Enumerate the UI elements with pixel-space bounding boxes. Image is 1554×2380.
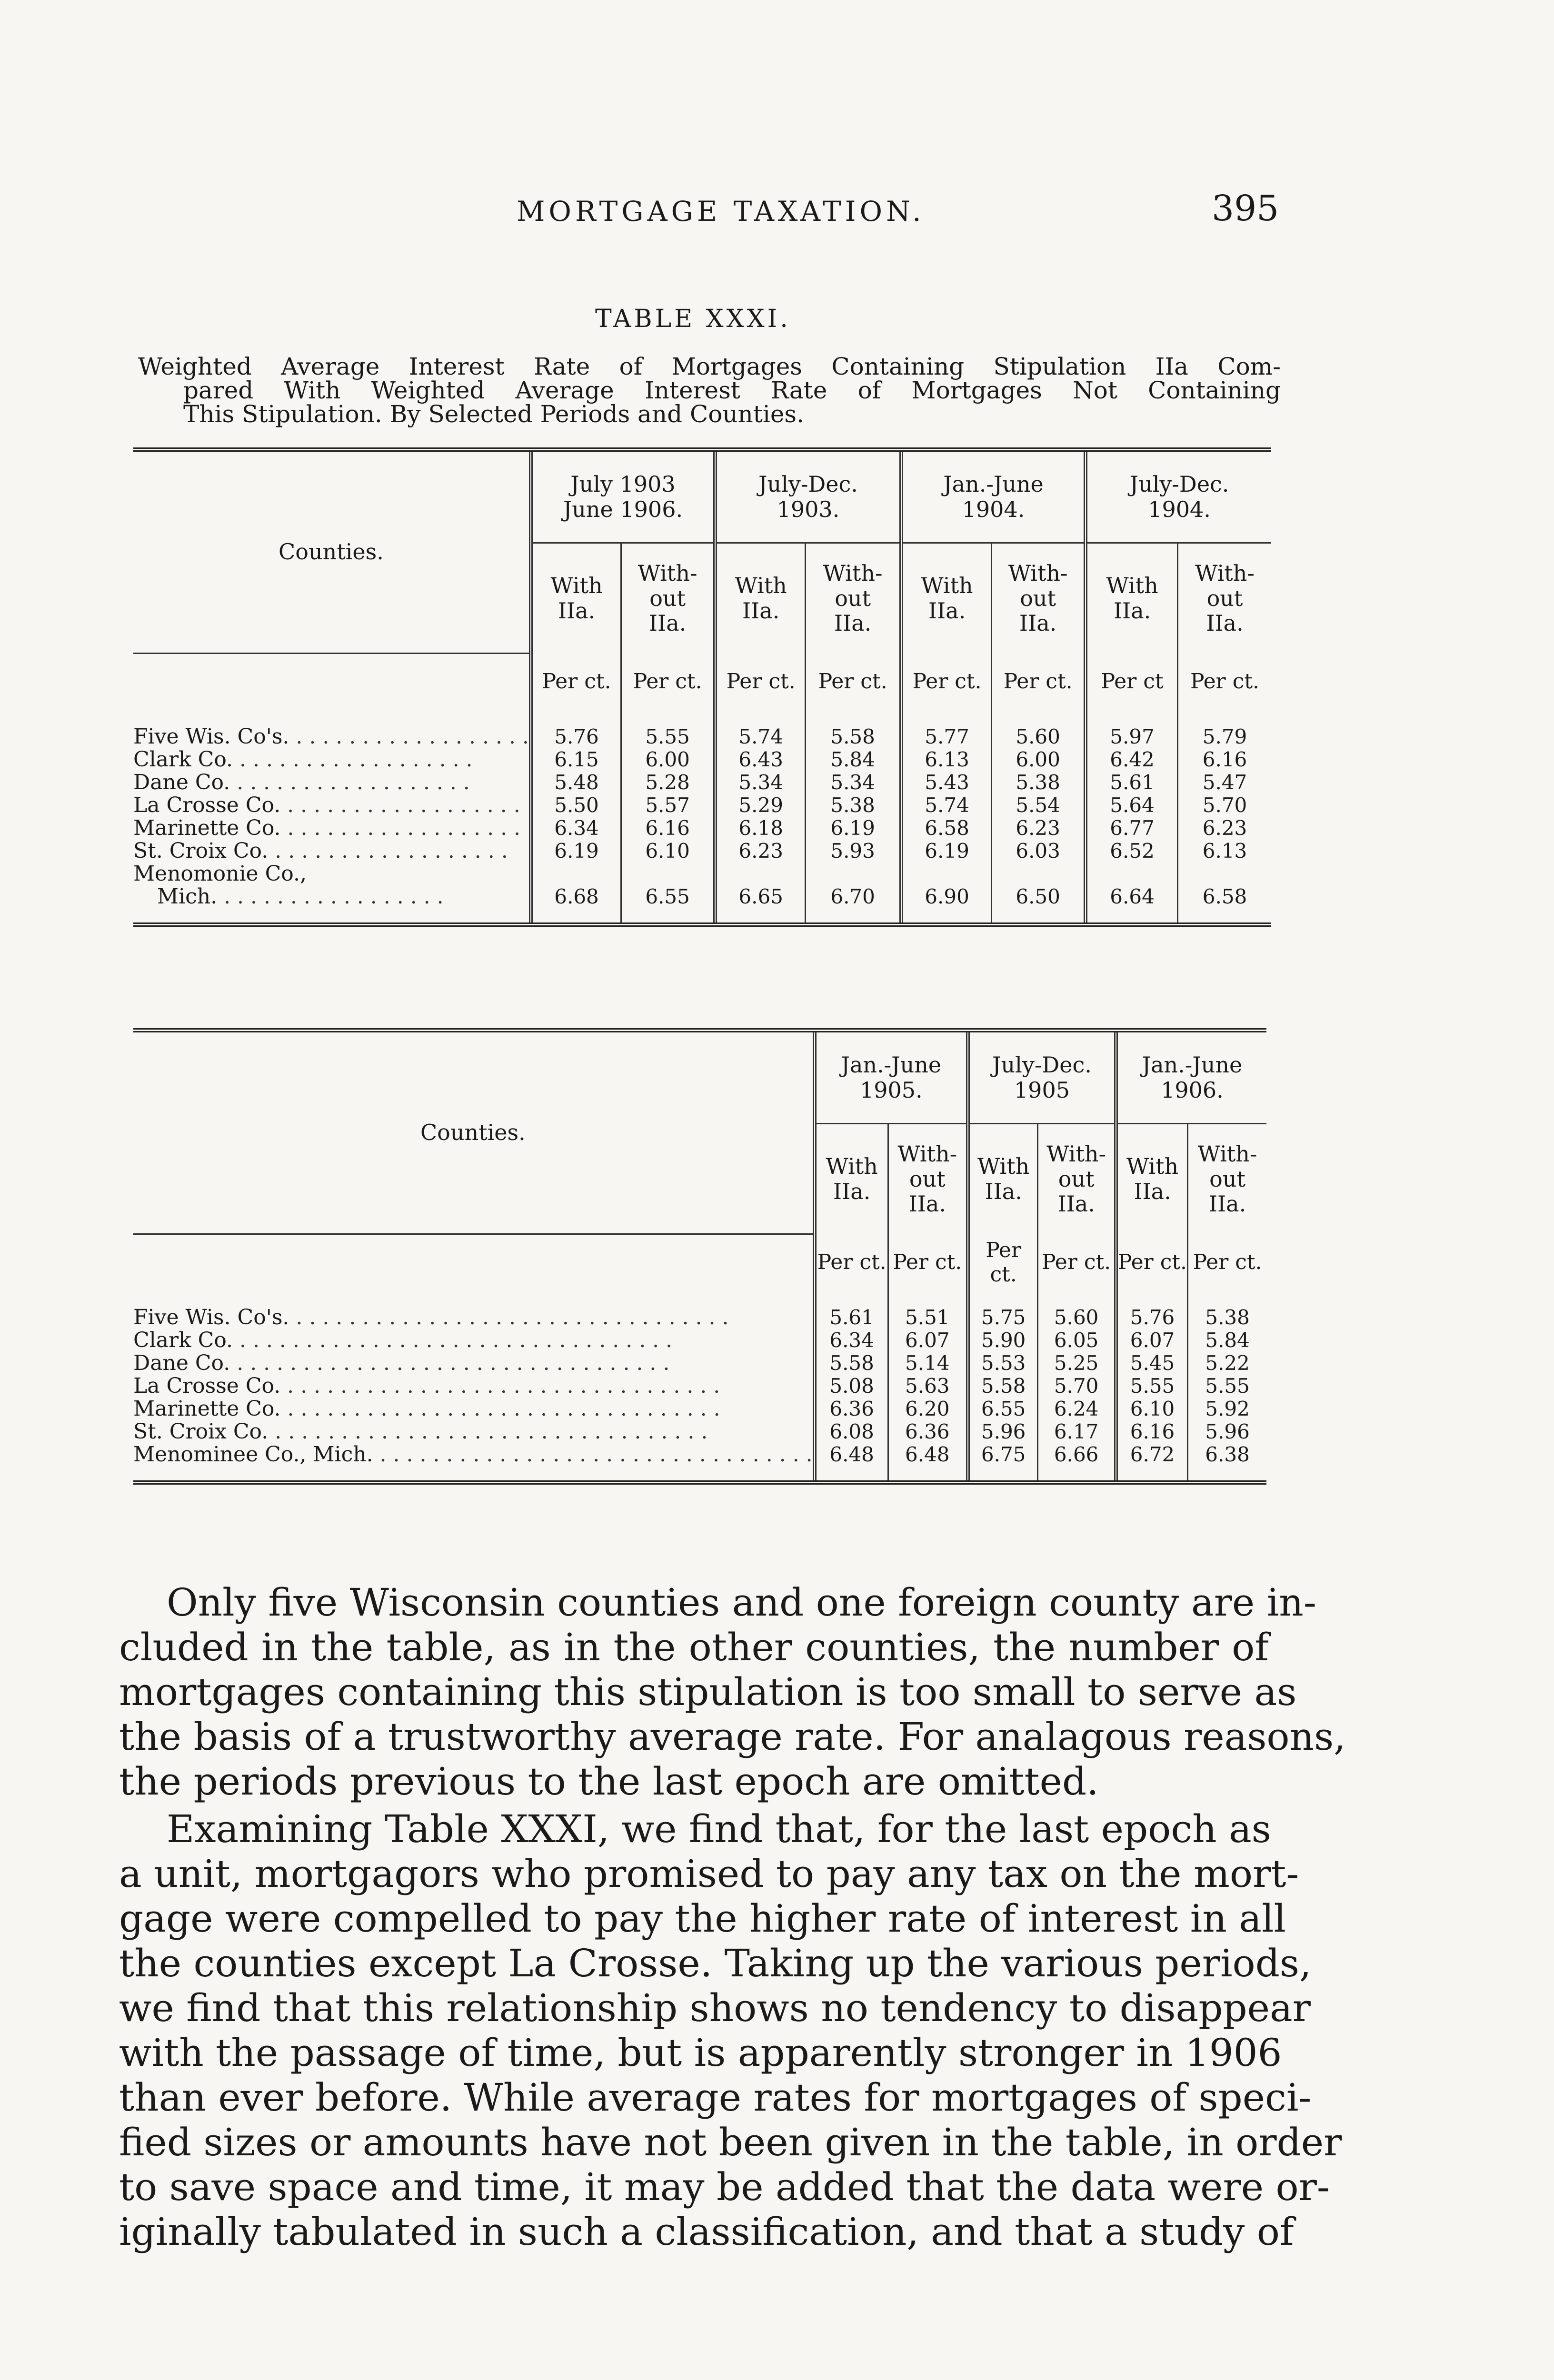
- rate-value: 6.13: [1178, 840, 1271, 863]
- rate-value: 6.90: [901, 885, 992, 925]
- rate-value: 6.10: [621, 840, 715, 863]
- rate-value: 6.13: [901, 748, 992, 771]
- county-name: [133, 748, 531, 771]
- rate-value: 5.84: [1188, 1329, 1266, 1352]
- rate-value: 6.70: [806, 885, 901, 925]
- leader-dots: . . . . . . . . . . . . . . . . . .: [280, 793, 520, 817]
- unit-label: Per ct.: [992, 653, 1086, 711]
- rate-value: 5.79: [1178, 711, 1271, 748]
- paragraph: [119, 1807, 1342, 2254]
- text-line: gage were compelled to pay the higher rate of interest in all: [119, 1896, 1286, 1941]
- table-row: [133, 1329, 1266, 1352]
- leader-dots: . . . . . . . . . . . . . . . . . .: [233, 748, 473, 771]
- rate-value: 5.75: [968, 1292, 1038, 1329]
- unit-label: Per ct.: [1188, 1234, 1266, 1292]
- rate-value: 5.70: [1038, 1375, 1116, 1398]
- rate-value: 5.55: [1116, 1375, 1188, 1398]
- county-label: Clark Co.: [133, 748, 233, 771]
- county-name: [133, 1292, 815, 1329]
- leader-dots: . . . . . . . . . . . . . . . . . . . . . . . . . . . . . . . . .: [233, 1329, 673, 1352]
- rate-value: 5.61: [1086, 771, 1177, 794]
- text-line: Examining Table XXXI, we find that, for the last epoch as: [167, 1807, 1271, 1851]
- table-row: [133, 1420, 1266, 1443]
- rate-value: 6.55: [968, 1398, 1038, 1420]
- rate-value: 5.47: [1178, 771, 1271, 794]
- rate-value: 5.97: [1086, 711, 1177, 748]
- county-label: La Crosse Co.: [133, 1374, 281, 1398]
- rate-value: 6.05: [1038, 1329, 1116, 1352]
- rate-value: 6.77: [1086, 817, 1177, 840]
- rate-value: 6.34: [531, 817, 621, 840]
- leader-dots: . . . . . . . . . . . . . . . . . . . . . . . . . . . . . . . . .: [289, 1305, 729, 1329]
- text-line: cluded in the table, as in the other counties, the number of: [119, 1625, 1269, 1669]
- county-name: [133, 711, 531, 748]
- leader-dots: . . . . . . . . . . . . . . . . . . . . . . . . . . . . . . . . .: [230, 1351, 670, 1375]
- text-line: than ever before. While average rates for mortgages of speci-: [119, 2075, 1312, 2120]
- text-line: with the passage of time, but is apparently stronger in 1906: [119, 2031, 1282, 2075]
- leader-dots: . . . . . . . . . . . . . . . . . . . . . . . . . . . . . . . . .: [280, 1374, 720, 1398]
- rate-value: 5.93: [806, 840, 901, 863]
- rate-value: 6.38: [1188, 1443, 1266, 1483]
- county-label: Dane Co.: [133, 771, 230, 794]
- table-row: [133, 1352, 1266, 1375]
- rate-value: 6.07: [888, 1329, 968, 1352]
- spacer-cell: [621, 863, 715, 885]
- rate-value: 6.17: [1038, 1420, 1116, 1443]
- county-name: [133, 1375, 815, 1398]
- leader-dots: . . . . . . . . . . . . . . . . . .: [230, 771, 470, 794]
- spacer-cell: [531, 863, 621, 885]
- rate-value: 6.48: [815, 1443, 888, 1483]
- rate-value: 6.18: [715, 817, 806, 840]
- unit-label: Per ct.: [815, 1234, 888, 1292]
- with-iia-header: With IIa.: [715, 543, 806, 654]
- rate-value: 6.00: [621, 748, 715, 771]
- spacer-cell: [806, 863, 901, 885]
- paragraph: [119, 1580, 1346, 1804]
- table-caption: [138, 355, 1281, 426]
- county-label: Mich.: [157, 885, 218, 909]
- county-label: Marinette Co.: [133, 816, 281, 840]
- rate-value: 6.72: [1116, 1443, 1188, 1483]
- table-row: [133, 1375, 1266, 1398]
- table-row: [133, 748, 1271, 771]
- spacer-cell: [1178, 863, 1271, 885]
- period-header: Jan.-June 1906.: [1116, 1031, 1266, 1124]
- caption-line: Weighted Average Interest Rate of Mortgages Containing Stipulation IIa Com-: [138, 353, 1281, 380]
- rate-table-part-1: [133, 447, 1271, 927]
- rate-value: 6.10: [1116, 1398, 1188, 1420]
- text-line: mortgages containing this stipulation is too small to serve as: [119, 1670, 1297, 1714]
- without-iia-header: With- out IIa.: [1188, 1124, 1266, 1234]
- table-row: [133, 1443, 1266, 1483]
- without-iia-header: With- out IIa.: [1178, 543, 1271, 654]
- rate-value: 6.58: [901, 817, 992, 840]
- with-iia-header: With IIa.: [1116, 1124, 1188, 1234]
- county-name: [133, 863, 531, 885]
- rate-value: 5.74: [715, 711, 806, 748]
- unit-label: Per ct.: [901, 653, 992, 711]
- county-label: St. Croix Co.: [133, 839, 269, 863]
- text-line: to save space and time, it may be added that the data were or-: [119, 2165, 1330, 2209]
- period-header: Jan.-June 1905.: [815, 1031, 968, 1124]
- rate-value: 6.16: [1116, 1420, 1188, 1443]
- with-iia-header: With IIa.: [968, 1124, 1038, 1234]
- rate-value: 5.58: [815, 1352, 888, 1375]
- caption-line: pared With Weighted Average Interest Rate of Mortgages Not Containing: [183, 377, 1281, 404]
- rate-value: 5.54: [992, 794, 1086, 817]
- rate-value: 5.74: [901, 794, 992, 817]
- table-row: [133, 794, 1271, 817]
- rate-value: 5.60: [1038, 1292, 1116, 1329]
- rate-value: 5.43: [901, 771, 992, 794]
- page-number: 395: [1212, 188, 1279, 229]
- rate-value: 6.24: [1038, 1398, 1116, 1420]
- caption-line: This Stipulation. By Selected Periods and Counties.: [183, 400, 804, 428]
- period-header: July-Dec. 1903.: [715, 450, 901, 543]
- period-header: July 1903 June 1906.: [531, 450, 715, 543]
- rate-value: 6.43: [715, 748, 806, 771]
- spacer-cell: [1086, 863, 1177, 885]
- body-text: [119, 1580, 1346, 2254]
- county-label: Marinette Co.: [133, 1397, 281, 1420]
- county-name: [133, 817, 531, 840]
- leader-dots: . . . . . . . . . . . . . . . . . .: [268, 839, 508, 863]
- rate-value: 5.63: [888, 1375, 968, 1398]
- rate-value: 6.36: [888, 1420, 968, 1443]
- leader-dots: . . . . . . . . . . . . . . . . . .: [280, 816, 521, 840]
- unit-label: Per ct: [1086, 653, 1177, 711]
- county-label: St. Croix Co.: [133, 1420, 269, 1443]
- county-name: [133, 1352, 815, 1375]
- rate-value: 6.08: [815, 1420, 888, 1443]
- rate-value: 6.36: [815, 1398, 888, 1420]
- rate-value: 6.00: [992, 748, 1086, 771]
- county-label: Clark Co.: [133, 1329, 233, 1352]
- rate-value: 5.70: [1178, 794, 1271, 817]
- rate-value: 5.14: [888, 1352, 968, 1375]
- county-label: Five Wis. Co's.: [133, 724, 289, 748]
- period-header: July-Dec. 1904.: [1086, 450, 1271, 543]
- rate-value: 6.42: [1086, 748, 1177, 771]
- rate-value: 6.15: [531, 748, 621, 771]
- rate-value: 6.16: [1178, 748, 1271, 771]
- rate-value: 6.68: [531, 885, 621, 925]
- rate-value: 5.55: [1188, 1375, 1266, 1398]
- rate-value: 5.57: [621, 794, 715, 817]
- rate-value: 6.48: [888, 1443, 968, 1483]
- text-line: the counties except La Crosse. Taking up the various periods,: [119, 1941, 1312, 1985]
- county-label: Five Wis. Co's.: [133, 1305, 289, 1329]
- county-label: La Crosse Co.: [133, 793, 281, 817]
- table-row: [133, 817, 1271, 840]
- unit-label: Per ct.: [621, 653, 715, 711]
- rate-value: 6.23: [1178, 817, 1271, 840]
- spacer-cell: [715, 863, 806, 885]
- rate-value: 6.64: [1086, 885, 1177, 925]
- unit-label: Per ct.: [806, 653, 901, 711]
- leader-dots: . . . . . . . . . . . . . . . . .: [217, 885, 444, 909]
- counties-header: Counties.: [133, 1031, 815, 1234]
- table-row: [133, 863, 1271, 885]
- table-row: [133, 771, 1271, 794]
- text-line: the basis of a trustworthy average rate. For analagous reasons,: [119, 1715, 1346, 1759]
- rate-value: 5.58: [968, 1375, 1038, 1398]
- rate-value: 5.38: [1188, 1292, 1266, 1329]
- rate-value: 5.48: [531, 771, 621, 794]
- unit-label: Per ct.: [888, 1234, 968, 1292]
- county-name: [133, 1443, 815, 1483]
- rate-value: 5.50: [531, 794, 621, 817]
- with-iia-header: With IIa.: [1086, 543, 1177, 654]
- with-iia-header: With IIa.: [901, 543, 992, 654]
- county-name: [133, 1398, 815, 1420]
- rate-value: 5.60: [992, 711, 1086, 748]
- rate-value: 5.34: [806, 771, 901, 794]
- rate-value: 5.53: [968, 1352, 1038, 1375]
- rate-value: 5.76: [1116, 1292, 1188, 1329]
- rate-value: 5.84: [806, 748, 901, 771]
- rate-value: 6.34: [815, 1329, 888, 1352]
- text-line: fied sizes or amounts have not been given in the table, in order: [119, 2120, 1342, 2164]
- rate-value: 6.66: [1038, 1443, 1116, 1483]
- county-name: [133, 1329, 815, 1352]
- rate-value: 5.34: [715, 771, 806, 794]
- table-row: [133, 840, 1271, 863]
- counties-header: Counties.: [133, 450, 531, 654]
- period-header: July-Dec. 1905: [968, 1031, 1116, 1124]
- leader-dots: . . . . . . . . . . . . . . . . . . . . . . . . . . . . . . . . .: [373, 1443, 813, 1467]
- with-iia-header: With IIa.: [815, 1124, 888, 1234]
- text-line: a unit, mortgagors who promised to pay any tax on the mort-: [119, 1852, 1299, 1896]
- county-name: [133, 1420, 815, 1443]
- rate-value: 6.23: [992, 817, 1086, 840]
- unit-label: Per ct.: [1178, 653, 1271, 711]
- rate-value: 5.29: [715, 794, 806, 817]
- table-label: TABLE XXXI.: [595, 305, 791, 333]
- rate-value: 5.08: [815, 1375, 888, 1398]
- spacer-cell: [901, 863, 992, 885]
- rate-value: 5.51: [888, 1292, 968, 1329]
- rate-value: 6.55: [621, 885, 715, 925]
- rate-value: 5.38: [806, 794, 901, 817]
- rate-value: 5.77: [901, 711, 992, 748]
- rate-value: 6.20: [888, 1398, 968, 1420]
- text-line: the periods previous to the last epoch are omitted.: [119, 1759, 1099, 1804]
- leader-dots: . . . . . . . . . . . . . . . . . . . . . . . . . . . . . . . . .: [268, 1420, 708, 1443]
- county-name: [133, 885, 531, 925]
- unit-label: Per ct.: [531, 653, 621, 711]
- rate-value: 6.07: [1116, 1329, 1188, 1352]
- rate-value: 5.96: [968, 1420, 1038, 1443]
- rate-value: 5.58: [806, 711, 901, 748]
- rate-value: 5.28: [621, 771, 715, 794]
- rate-value: 5.76: [531, 711, 621, 748]
- rate-value: 6.19: [901, 840, 992, 863]
- county-label: Menomonie Co.,: [133, 862, 307, 885]
- rate-value: 6.16: [621, 817, 715, 840]
- table-row: [133, 1292, 1266, 1329]
- leader-dots: . . . . . . . . . . . . . . . . . .: [289, 724, 529, 748]
- period-header: Jan.-June 1904.: [901, 450, 1086, 543]
- without-iia-header: With- out IIa.: [621, 543, 715, 654]
- rate-value: 6.03: [992, 840, 1086, 863]
- rate-value: 6.52: [1086, 840, 1177, 863]
- table-row: [133, 711, 1271, 748]
- rate-value: 6.75: [968, 1443, 1038, 1483]
- rate-value: 6.50: [992, 885, 1086, 925]
- leader-dots: . . . . . . . . . . . . . . . . . . . . . . . . . . . . . . . . .: [280, 1397, 720, 1420]
- rate-table-part-2: [133, 1028, 1266, 1485]
- rate-value: 5.90: [968, 1329, 1038, 1352]
- rate-value: 5.25: [1038, 1352, 1116, 1375]
- table-row: [133, 885, 1271, 925]
- text-line: we find that this relationship shows no tendency to disappear: [119, 1986, 1311, 2030]
- county-name: [133, 771, 531, 794]
- unit-label: Per ct.: [968, 1234, 1038, 1292]
- unit-label: Per ct.: [715, 653, 806, 711]
- rate-value: 5.64: [1086, 794, 1177, 817]
- rate-value: 6.65: [715, 885, 806, 925]
- table-row: [133, 1398, 1266, 1420]
- text-line: Only five Wisconsin counties and one foreign county are in-: [167, 1580, 1316, 1625]
- without-iia-header: With- out IIa.: [992, 543, 1086, 654]
- rate-value: 6.58: [1178, 885, 1271, 925]
- county-name: [133, 794, 531, 817]
- rate-value: 5.96: [1188, 1420, 1266, 1443]
- county-label: Menominee Co., Mich.: [133, 1443, 373, 1467]
- rate-value: 6.23: [715, 840, 806, 863]
- rate-value: 5.38: [992, 771, 1086, 794]
- rate-value: 5.45: [1116, 1352, 1188, 1375]
- rate-value: 6.19: [806, 817, 901, 840]
- without-iia-header: With- out IIa.: [888, 1124, 968, 1234]
- unit-label: Per ct.: [1038, 1234, 1116, 1292]
- without-iia-header: With- out IIa.: [1038, 1124, 1116, 1234]
- running-title: MORTGAGE TAXATION.: [517, 195, 925, 228]
- county-label: Dane Co.: [133, 1351, 230, 1375]
- county-name: [133, 840, 531, 863]
- unit-label: Per ct.: [1116, 1234, 1188, 1292]
- rate-value: 5.22: [1188, 1352, 1266, 1375]
- rate-value: 6.19: [531, 840, 621, 863]
- text-line: iginally tabulated in such a classification, and that a study of: [119, 2210, 1294, 2254]
- with-iia-header: With IIa.: [531, 543, 621, 654]
- rate-value: 5.61: [815, 1292, 888, 1329]
- rate-value: 5.55: [621, 711, 715, 748]
- without-iia-header: With- out IIa.: [806, 543, 901, 654]
- rate-value: 5.92: [1188, 1398, 1266, 1420]
- spacer-cell: [992, 863, 1086, 885]
